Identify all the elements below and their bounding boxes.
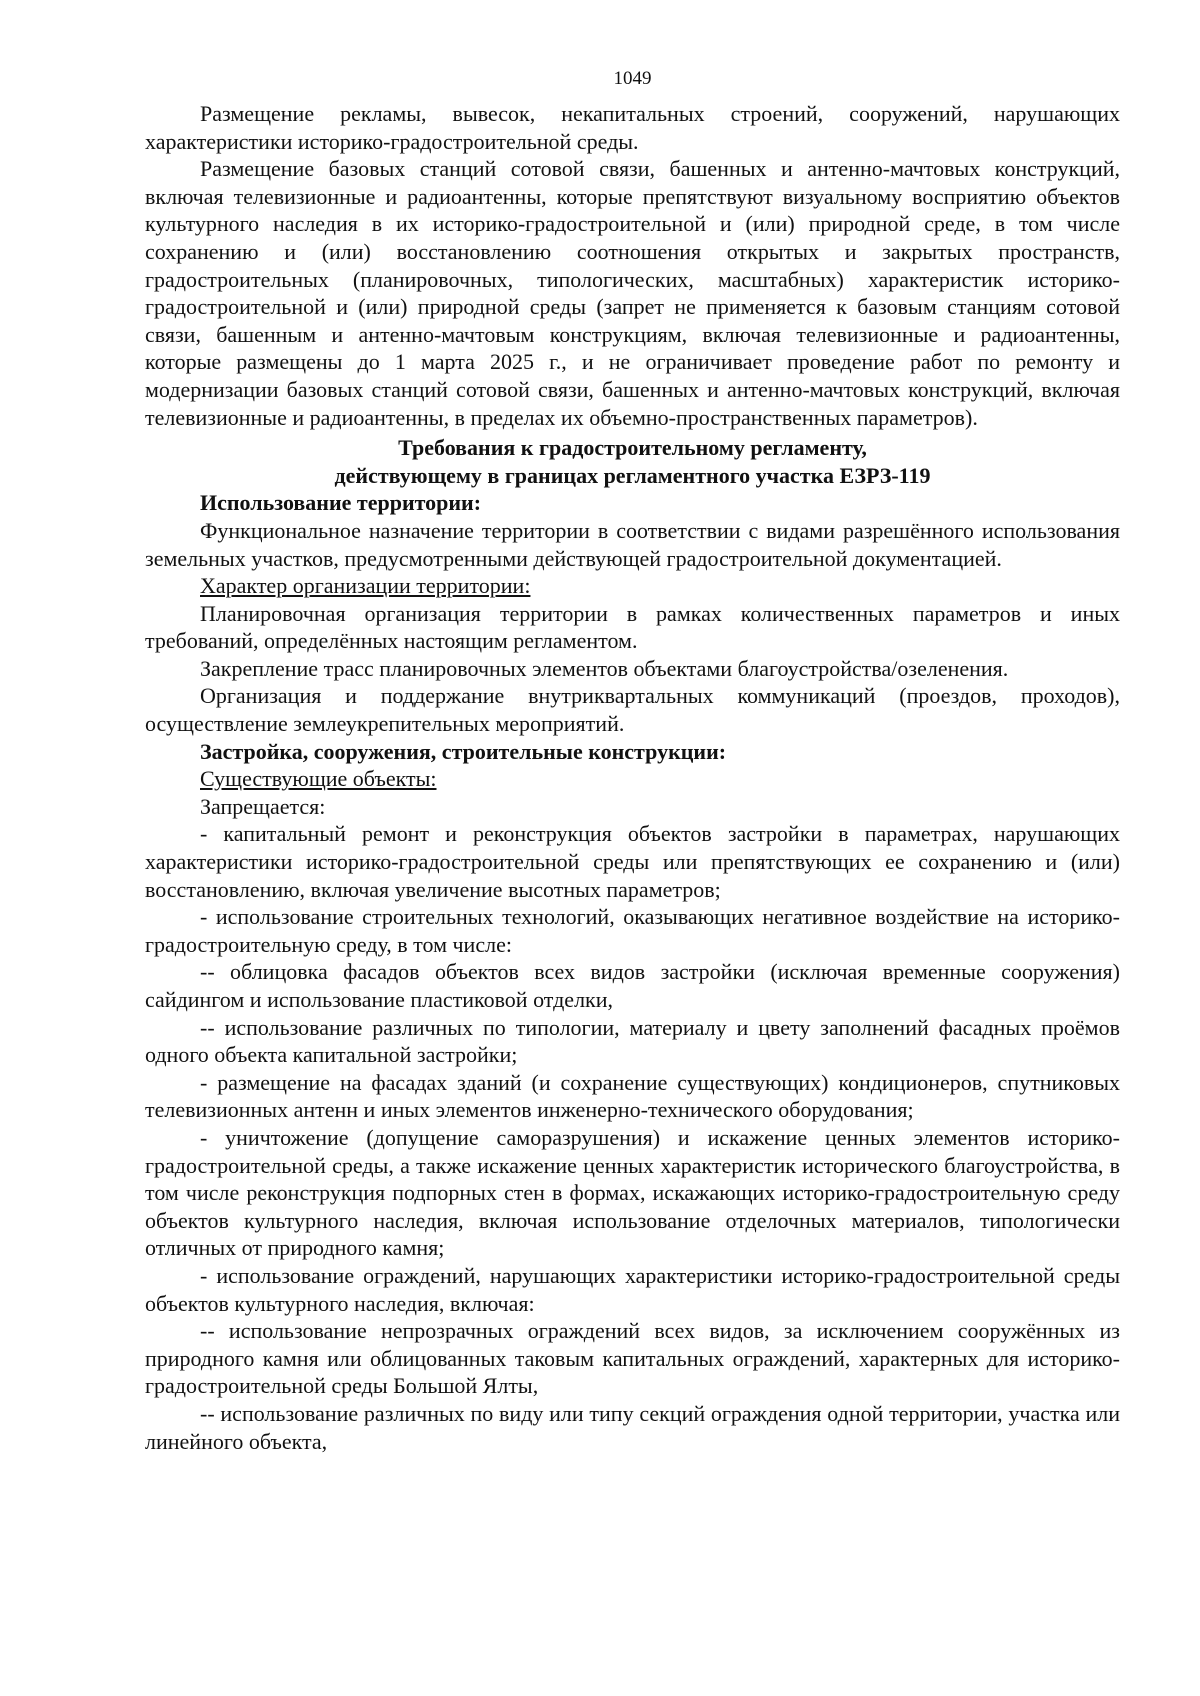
subheading-buildings: Застройка, сооружения, строительные конструкции: xyxy=(200,738,727,764)
paragraph-advertising-ban: Размещение рекламы, вывесок, некапитальных строений, сооружений, нарушающих характеристики историко-градостроительной среды. xyxy=(145,101,1120,154)
section-heading-line-2: действующему в границах регламентного участка ЕЗРЗ-119 xyxy=(334,462,931,488)
list-subitem-siding: -- облицовка фасадов объектов всех видов застройки (исключая временные сооружения) сайдингом и использование пластиковой отделки, xyxy=(145,959,1120,1012)
list-item-construction-technologies: - использование строительных технологий, оказывающих негативное воздействие на историко-градостроительную среду, в том числе: xyxy=(145,904,1120,957)
page-number: 1049 xyxy=(613,68,652,89)
paragraph-planning-organization: Планировочная организация территории в рамках количественных параметров и иных требований, определённых настоящим регламентом. xyxy=(145,600,1120,654)
list-subitem-fence-sections: -- использование различных по виду или типу секций ограждения одной территории, участка или линейного объекта, xyxy=(145,1400,1120,1454)
subheading-existing-objects xyxy=(145,765,1120,793)
subheading-existing-objects-text: Существующие объекты: xyxy=(200,766,437,792)
subheading-territory-organization xyxy=(145,572,1120,600)
paragraph-prohibited: Запрещается: xyxy=(200,793,326,819)
list-item-capital-repair: - капитальный ремонт и реконструкция объектов застройки в параметрах, нарушающих характеристики историко-градостроительной среды или препятствующих ее сохранению и (или) восстановлению, включая увеличение высотных параметров; xyxy=(145,821,1120,902)
subheading-territory-use: Использование территории: xyxy=(200,490,482,516)
paragraph-communications: Организация и поддержание внутриквартальных коммуникаций (проездов, проходов), осуществление землеукрепительных мероприятий. xyxy=(145,683,1120,737)
paragraph-base-stations-ban: Размещение базовых станций сотовой связи, башенных и антенно-мачтовых конструкций, включая телевизионные и радиоантенны, которые препятствуют визуальному восприятию объектов культурного наследия в их историко-градостроительной и (или) природной среде, в том числе сохранению и (или) восстановлению соотношения открытых и закрытых пространств, градостроительных (планировочных, типологических, масштабных) характеристик историко-градостроительной и (или) природной среды (запрет не применяется к базовым станциям сотовой связи, башенным и антенно-мачтовым конструкциям, включая телевизионные и радиоантенны, которые размещены до 1 марта 2025 г., и не ограничивает проведение работ по ремонту и модернизации базовых станций сотовой связи, башенных и антенно-мачтовых конструкций, включая телевизионные и радиоантенны, в пределах их объемно-пространственных параметров). xyxy=(145,156,1120,430)
list-item-destruction: - уничтожение (допущение саморазрушения) и искажение ценных элементов историко-градостроительной среды, а также искажение ценных характеристик исторического благоустройства, в том числе реконструкция подпорных стен в формах, искажающих историко-градостроительную среду объектов культурного наследия, включая использование отделочных материалов, типологически отличных от природного камня; xyxy=(145,1124,1120,1261)
list-subitem-openings: -- использование различных по типологии, материалу и цвету заполнений фасадных проёмов одного объекта капитальной застройки; xyxy=(145,1014,1120,1068)
paragraph-routes-fixing: Закрепление трасс планировочных элементов объектами благоустройства/озеленения. xyxy=(200,655,1009,681)
paragraph-functional-purpose: Функциональное назначение территории в соответствии с видами разрешённого использования земельных участков, предусмотренными действующей градостроительной документацией. xyxy=(145,517,1120,571)
list-subitem-opaque-fences: -- использование непрозрачных ограждений всех видов, за исключением сооружённых из природного камня или облицованных таковым капитальных ограждений, характерных для историко-градостроительной среды Большой Ялты, xyxy=(145,1318,1120,1399)
subheading-territory-organization-text: Характер организации территории: xyxy=(200,573,531,599)
section-heading-line-1: Требования к градостроительному регламенту, xyxy=(398,435,867,461)
list-item-facade-equipment: - размещение на фасадах зданий (и сохранение существующих) кондиционеров, спутниковых телевизионных антенн и иных элементов инженерно-технического оборудования; xyxy=(145,1069,1120,1123)
document-page xyxy=(145,66,1120,1455)
list-item-fences: - использование ограждений, нарушающих характеристики историко-градостроительной среды объектов культурного наследия, включая: xyxy=(145,1262,1120,1316)
